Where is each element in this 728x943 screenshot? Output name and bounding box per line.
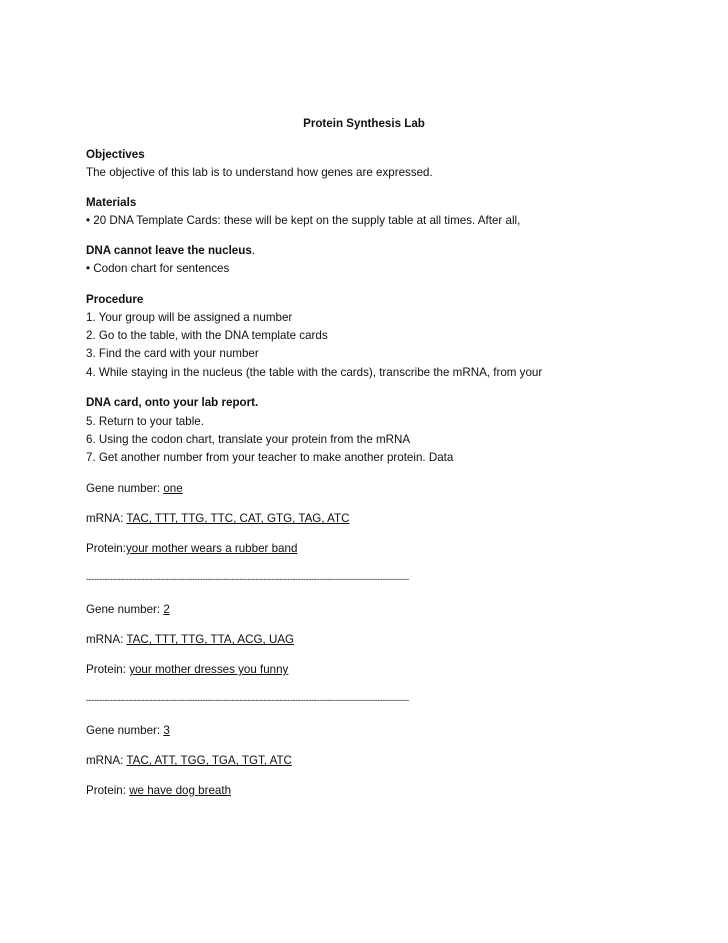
protein-label: Protein: — [86, 663, 130, 676]
gene-2-mrna — [86, 633, 294, 647]
protein-value: we have dog breath — [129, 784, 232, 797]
procedure-step-3: 3. Find the card with your number — [86, 347, 259, 360]
gene-number-value: one — [163, 482, 183, 495]
procedure-step-6: 6. Using the codon chart, translate your protein from the mRNA — [86, 433, 411, 446]
gene-2-protein — [86, 663, 288, 677]
mrna-value: TAC, TTT, TTG, TTA, ACG, UAG — [126, 633, 295, 646]
gene-3-number — [86, 724, 170, 738]
mrna-label: mRNA: — [86, 512, 127, 525]
materials-item-1: • 20 DNA Template Cards: these will be kept on the supply table at all times. After all, — [86, 214, 521, 227]
materials-item-2: • Codon chart for sentences — [86, 262, 230, 275]
gene-1-mrna — [86, 512, 349, 526]
protein-value: your mother dresses you funny — [129, 663, 289, 676]
procedure-step-2: 2. Go to the table, with the DNA template cards — [86, 329, 328, 342]
separator-2: -------------------------------------------------------------------------------------------------------------------------- — [86, 695, 409, 705]
gene-3-protein — [86, 784, 231, 798]
procedure-step-1: 1. Your group will be assigned a number — [86, 311, 293, 324]
gene-number-value: 2 — [163, 603, 170, 616]
gene-1-protein — [86, 542, 297, 556]
mrna-label: mRNA: — [86, 754, 127, 767]
gene-number-label: Gene number: — [86, 724, 164, 737]
mrna-value: TAC, TTT, TTG, TTC, CAT, GTG, TAG, ATC — [126, 512, 350, 525]
mrna-label: mRNA: — [86, 633, 127, 646]
objectives-text: The objective of this lab is to understand how genes are expressed. — [86, 166, 433, 179]
separator-1: -------------------------------------------------------------------------------------------------------------------------- — [86, 574, 409, 584]
gene-number-label: Gene number: — [86, 482, 164, 495]
gene-number-label: Gene number: — [86, 603, 164, 616]
gene-number-value: 3 — [163, 724, 170, 737]
materials-heading: Materials — [86, 196, 137, 209]
procedure-step-5: 5. Return to your table. — [86, 415, 204, 428]
gene-1-number — [86, 482, 183, 496]
nucleus-note-tail: . — [251, 244, 256, 257]
protein-label: Protein: — [86, 542, 126, 555]
procedure-heading: Procedure — [86, 293, 144, 306]
mrna-value: TAC, ATT, TGG, TGA, TGT, ATC — [126, 754, 292, 767]
gene-2-number — [86, 603, 170, 617]
procedure-step-4: 4. While staying in the nucleus (the table with the cards), transcribe the mRNA, from your — [86, 366, 543, 379]
gene-3-mrna — [86, 754, 292, 768]
procedure-step-7: 7. Get another number from your teacher to make another protein. Data — [86, 451, 454, 464]
objectives-heading: Objectives — [86, 148, 145, 161]
nucleus-note: DNA cannot leave the nucleus — [86, 244, 252, 257]
page-title: Protein Synthesis Lab — [303, 117, 425, 130]
protein-label: Protein: — [86, 784, 130, 797]
materials-item-1-continued — [86, 244, 255, 258]
protein-value: your mother wears a rubber band — [125, 542, 298, 555]
procedure-step-4-continued: DNA card, onto your lab report. — [86, 396, 259, 409]
